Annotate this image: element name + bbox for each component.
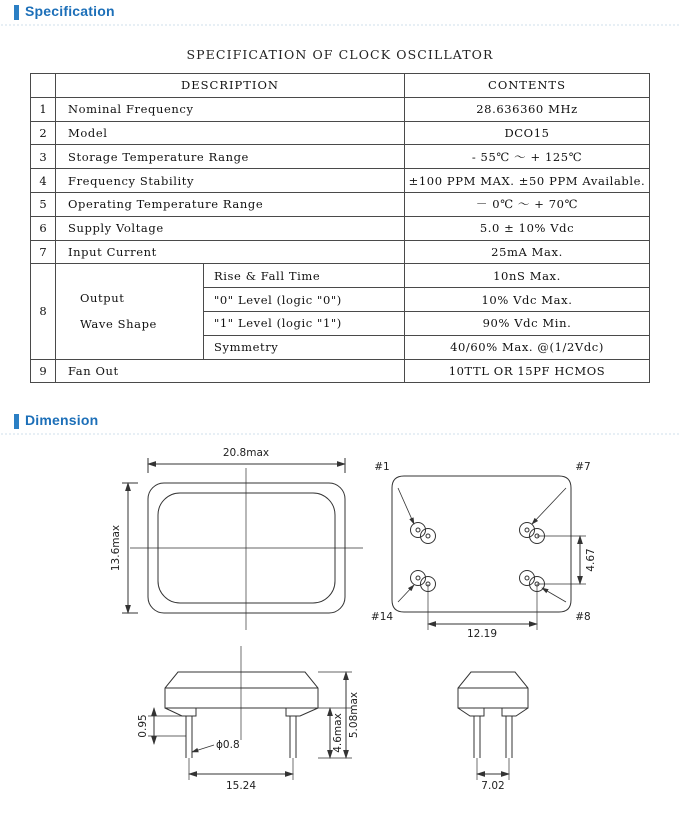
header-no xyxy=(31,74,56,98)
row-no: 5 xyxy=(31,192,56,216)
label-pin-14: #14 xyxy=(370,611,394,623)
table-row xyxy=(31,169,650,193)
pin-view-horizontal-pitch xyxy=(428,584,537,630)
row-description: Nominal Frequency xyxy=(56,97,405,121)
row-contents: - 55℃ ～ + 125℃ xyxy=(405,145,650,169)
label-pin-vertical-pitch: 4.67 xyxy=(585,548,597,572)
output-label-line1: Output xyxy=(80,291,125,306)
section-header-dimension xyxy=(0,412,680,442)
row-no: 1 xyxy=(31,97,56,121)
end-view-width-dimension xyxy=(477,758,509,780)
dimension-drawings xyxy=(0,440,680,835)
label-pin-span: 15.24 xyxy=(225,780,257,792)
row-contents: 10TTL OR 15PF HCMOS xyxy=(405,359,650,383)
subrow-contents: 40/60% Max. @(1/2Vdc) xyxy=(405,335,650,359)
row-description-output xyxy=(56,264,204,359)
subrow-contents: 90% Vdc Min. xyxy=(405,311,650,335)
row-contents: 28.636360 MHz xyxy=(405,97,650,121)
row-description: Supply Voltage xyxy=(56,216,405,240)
row-no: 3 xyxy=(31,145,56,169)
table-row xyxy=(31,145,650,169)
row-description: Model xyxy=(56,121,405,145)
output-label-line2: Wave Shape xyxy=(80,317,157,332)
section-divider-dotted xyxy=(0,24,680,26)
section-header-specification xyxy=(0,3,680,33)
subrow-contents: 10% Vdc Max. xyxy=(405,288,650,312)
row-description: Operating Temperature Range xyxy=(56,192,405,216)
end-view-body xyxy=(458,672,528,716)
label-pin-7: #7 xyxy=(575,461,591,473)
side-view-lead-diameter xyxy=(192,745,214,752)
top-view-width-dimension xyxy=(148,458,345,473)
specification-table xyxy=(30,73,650,383)
label-pin-horizontal-pitch: 12.19 xyxy=(466,628,498,640)
label-end-view-width: 7.02 xyxy=(481,780,505,792)
top-view-centerlines xyxy=(130,468,363,630)
table-row xyxy=(31,359,650,383)
label-total-height: 5.08max xyxy=(348,691,360,739)
pin-view-outline xyxy=(392,476,571,612)
row-contents: 5.0 ± 10% Vdc xyxy=(405,216,650,240)
side-view-lead-dimension xyxy=(148,708,186,744)
section-accent-bar xyxy=(14,414,19,429)
row-no: 9 xyxy=(31,359,56,383)
row-no: 4 xyxy=(31,169,56,193)
table-header-row xyxy=(31,74,650,98)
table-row xyxy=(31,121,650,145)
label-top-view-width: 20.8max xyxy=(222,447,270,459)
subrow-description: Rise & Fall Time xyxy=(204,264,405,288)
table-row-output xyxy=(31,264,650,288)
header-description: DESCRIPTION xyxy=(56,74,405,98)
label-pin-8: #8 xyxy=(575,611,591,623)
subrow-description: Symmetry xyxy=(204,335,405,359)
table-row xyxy=(31,97,650,121)
table-row xyxy=(31,216,650,240)
end-view-leads xyxy=(474,716,512,758)
row-no: 7 xyxy=(31,240,56,264)
table-row xyxy=(31,240,650,264)
subrow-contents: 10nS Max. xyxy=(405,264,650,288)
section-title-specification: Specification xyxy=(25,3,115,19)
section-title-dimension: Dimension xyxy=(25,412,99,428)
side-view-span-dimension xyxy=(189,758,293,780)
header-contents: CONTENTS xyxy=(405,74,650,98)
row-contents: DCO15 xyxy=(405,121,650,145)
row-description: Input Current xyxy=(56,240,405,264)
subrow-description: "1" Level (logic "1") xyxy=(204,311,405,335)
label-pin-1: #1 xyxy=(374,461,390,473)
row-contents: － 0℃ ～ + 70℃ xyxy=(405,192,650,216)
dimension-svg xyxy=(0,440,680,835)
spec-table-title: SPECIFICATION OF CLOCK OSCILLATOR xyxy=(186,47,494,62)
table-row xyxy=(31,192,650,216)
label-top-view-height: 13.6max xyxy=(110,524,122,572)
label-body-height: 4.6max xyxy=(332,713,344,753)
row-description: Frequency Stability xyxy=(56,169,405,193)
pin-view-vertical-pitch xyxy=(537,536,586,584)
subrow-description: "0" Level (logic "0") xyxy=(204,288,405,312)
label-pin-length: 0.95 xyxy=(137,714,149,738)
pin-pads xyxy=(411,523,545,592)
side-view-body xyxy=(165,672,318,716)
row-no: 6 xyxy=(31,216,56,240)
row-contents: ±100 PPM MAX. ±50 PPM Available. xyxy=(405,169,650,193)
row-no: 8 xyxy=(31,264,56,359)
row-no: 2 xyxy=(31,121,56,145)
row-contents: 25mA Max. xyxy=(405,240,650,264)
pin-leader-lines xyxy=(398,488,566,602)
row-description: Fan Out xyxy=(56,359,405,383)
section-divider-dotted xyxy=(0,433,680,435)
row-description: Storage Temperature Range xyxy=(56,145,405,169)
label-pin-diameter: ϕ0.8 xyxy=(216,739,240,751)
section-accent-bar xyxy=(14,5,19,20)
